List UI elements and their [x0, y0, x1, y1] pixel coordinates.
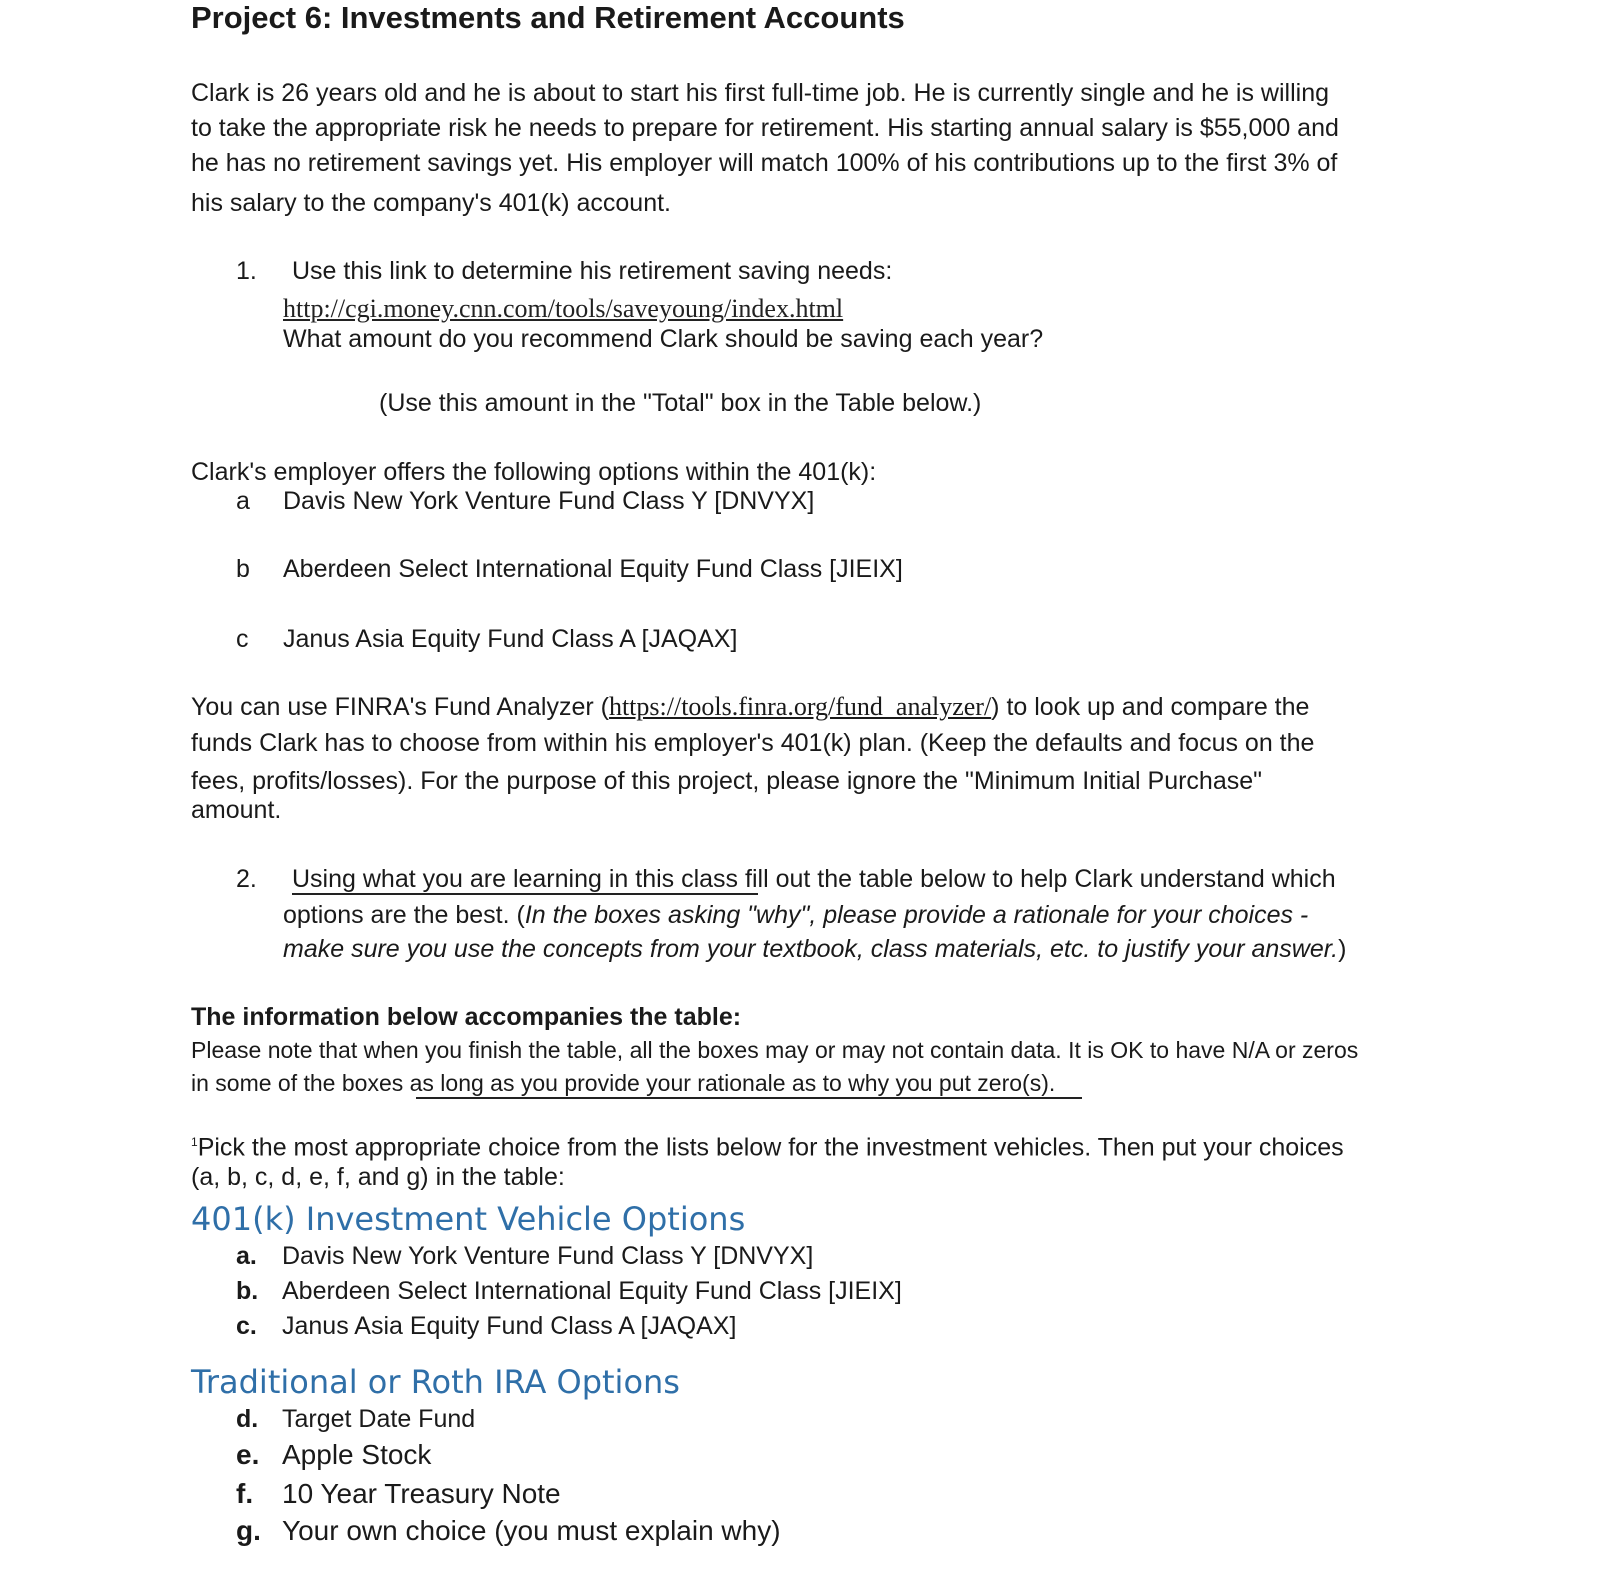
intro-line-3: he has no retirement savings yet. His employer will match 100% of his contributions up to the first 3% of	[191, 149, 1338, 177]
pick-line-1-text: Pick the most appropriate choice from the lists below for the investment vehicles. Then put your choices	[197, 1133, 1344, 1162]
k401-option-c	[236, 1309, 736, 1343]
pick-line-2: (a, b, c, d, e, f, and g) in the table:	[191, 1163, 565, 1191]
finra-line-3: fees, profits/losses). For the purpose of this project, please ignore the "Minimum Initial Purchase"	[191, 767, 1263, 795]
question-1-number: 1.	[236, 257, 257, 285]
option-a-text: Davis New York Venture Fund Class Y [DNVYX]	[283, 487, 815, 515]
finra-line-2: funds Clark has to choose from within his employer's 401(k) plan. (Keep the defaults and focus on the	[191, 729, 1315, 757]
ira-option-g-text: Your own choice (you must explain why)	[282, 1515, 781, 1546]
ira-option-f	[236, 1476, 561, 1512]
question-2-italic-1: In the boxes asking "why", please provide a rationale for your choices -	[524, 901, 1309, 929]
option-c-label: c	[236, 625, 249, 653]
ira-option-e	[236, 1437, 431, 1473]
question-1-text: Use this link to determine his retirement saving needs:	[292, 257, 893, 285]
finra-post: ) to look up and compare the	[991, 693, 1310, 721]
ira-option-g-label: g.	[236, 1515, 261, 1546]
intro-line-2: to take the appropriate risk he needs to prepare for retirement. His starting annual salary is $55,000 and	[191, 114, 1339, 142]
question-2-line-3	[283, 932, 1346, 966]
option-b-label: b	[236, 555, 250, 583]
finra-link[interactable]: https://tools.finra.org/fund_analyzer/	[608, 692, 992, 721]
footnote-marker: 1	[191, 1135, 198, 1149]
question-2-underline	[292, 893, 758, 895]
info-line-2	[191, 1067, 1055, 1099]
option-c-text: Janus Asia Equity Fund Class A [JAQAX]	[283, 625, 738, 653]
question-2-underlined: Using what you are learning in this class	[292, 865, 739, 893]
k401-option-c-label: c.	[236, 1312, 257, 1340]
question-2-plain: options are the best. (	[283, 901, 525, 929]
ira-option-f-text: 10 Year Treasury Note	[282, 1478, 561, 1509]
info-line-1: Please note that when you finish the table, all the boxes may or may not contain data. It is OK to have N/A or zeros	[191, 1037, 1359, 1063]
k401-option-a-text: Davis New York Venture Fund Class Y [DNVYX]	[282, 1242, 814, 1270]
question-1-note: (Use this amount in the "Total" box in the Table below.)	[379, 389, 982, 417]
pick-line-1	[191, 1125, 1344, 1164]
question-2-line-1	[292, 862, 1336, 896]
ira-option-d-label: d.	[236, 1405, 259, 1433]
ira-option-g	[236, 1513, 781, 1549]
info-line-2-underlined: as long as you provide your rationale as to why you put zero(s)	[409, 1070, 1049, 1096]
info-heading: The information below accompanies the table:	[191, 1003, 742, 1031]
info-line-2-plain: in some of the boxes	[191, 1070, 410, 1096]
option-b-text: Aberdeen Select International Equity Fund Class [JIEIX]	[283, 555, 903, 583]
ira-option-e-label: e.	[236, 1439, 260, 1470]
question-2-line-2	[283, 898, 1308, 932]
saveyoung-link[interactable]: http://cgi.money.cnn.com/tools/saveyoung/index.html	[283, 294, 844, 323]
ira-option-d-text: Target Date Fund	[282, 1405, 476, 1433]
question-2-rest: fill out the table below to help Clark understand which	[738, 865, 1336, 893]
question-1-prompt: What amount do you recommend Clark should be saving each year?	[283, 325, 1044, 353]
finra-pre: You can use FINRA's Fund Analyzer (	[191, 693, 609, 721]
k401-heading: 401(k) Investment Vehicle Options	[191, 1200, 746, 1238]
question-2-italic-2: make sure you use the concepts from your textbook, class materials, etc. to justify your answer.	[283, 935, 1339, 963]
ira-option-f-label: f.	[236, 1478, 254, 1509]
k401-option-b-text: Aberdeen Select International Equity Fund Class [JIEIX]	[282, 1277, 902, 1305]
k401-option-a-label: a.	[236, 1242, 257, 1270]
ira-heading: Traditional or Roth IRA Options	[191, 1363, 680, 1401]
finra-line-4: amount.	[191, 796, 282, 824]
k401-option-b	[236, 1274, 902, 1308]
k401-option-c-text: Janus Asia Equity Fund Class A [JAQAX]	[282, 1312, 737, 1340]
k401-option-a	[236, 1239, 813, 1273]
ira-option-d	[236, 1402, 475, 1436]
ira-option-e-text: Apple Stock	[282, 1439, 432, 1470]
intro-line-4: his salary to the company's 401(k) account.	[191, 189, 672, 217]
option-a-label: a	[236, 487, 250, 515]
question-2-close: )	[1338, 935, 1347, 963]
options-intro: Clark's employer offers the following options within the 401(k):	[191, 458, 877, 486]
question-2-number: 2.	[236, 865, 257, 893]
k401-option-b-label: b.	[236, 1277, 259, 1305]
intro-line-1: Clark is 26 years old and he is about to start his first full-time job. He is currently single and he is willing	[191, 79, 1330, 107]
info-underline	[416, 1097, 1082, 1099]
finra-line-1	[191, 690, 1309, 724]
page-title: Project 6: Investments and Retirement Accounts	[191, 0, 905, 35]
info-line-2-end: .	[1048, 1070, 1056, 1096]
